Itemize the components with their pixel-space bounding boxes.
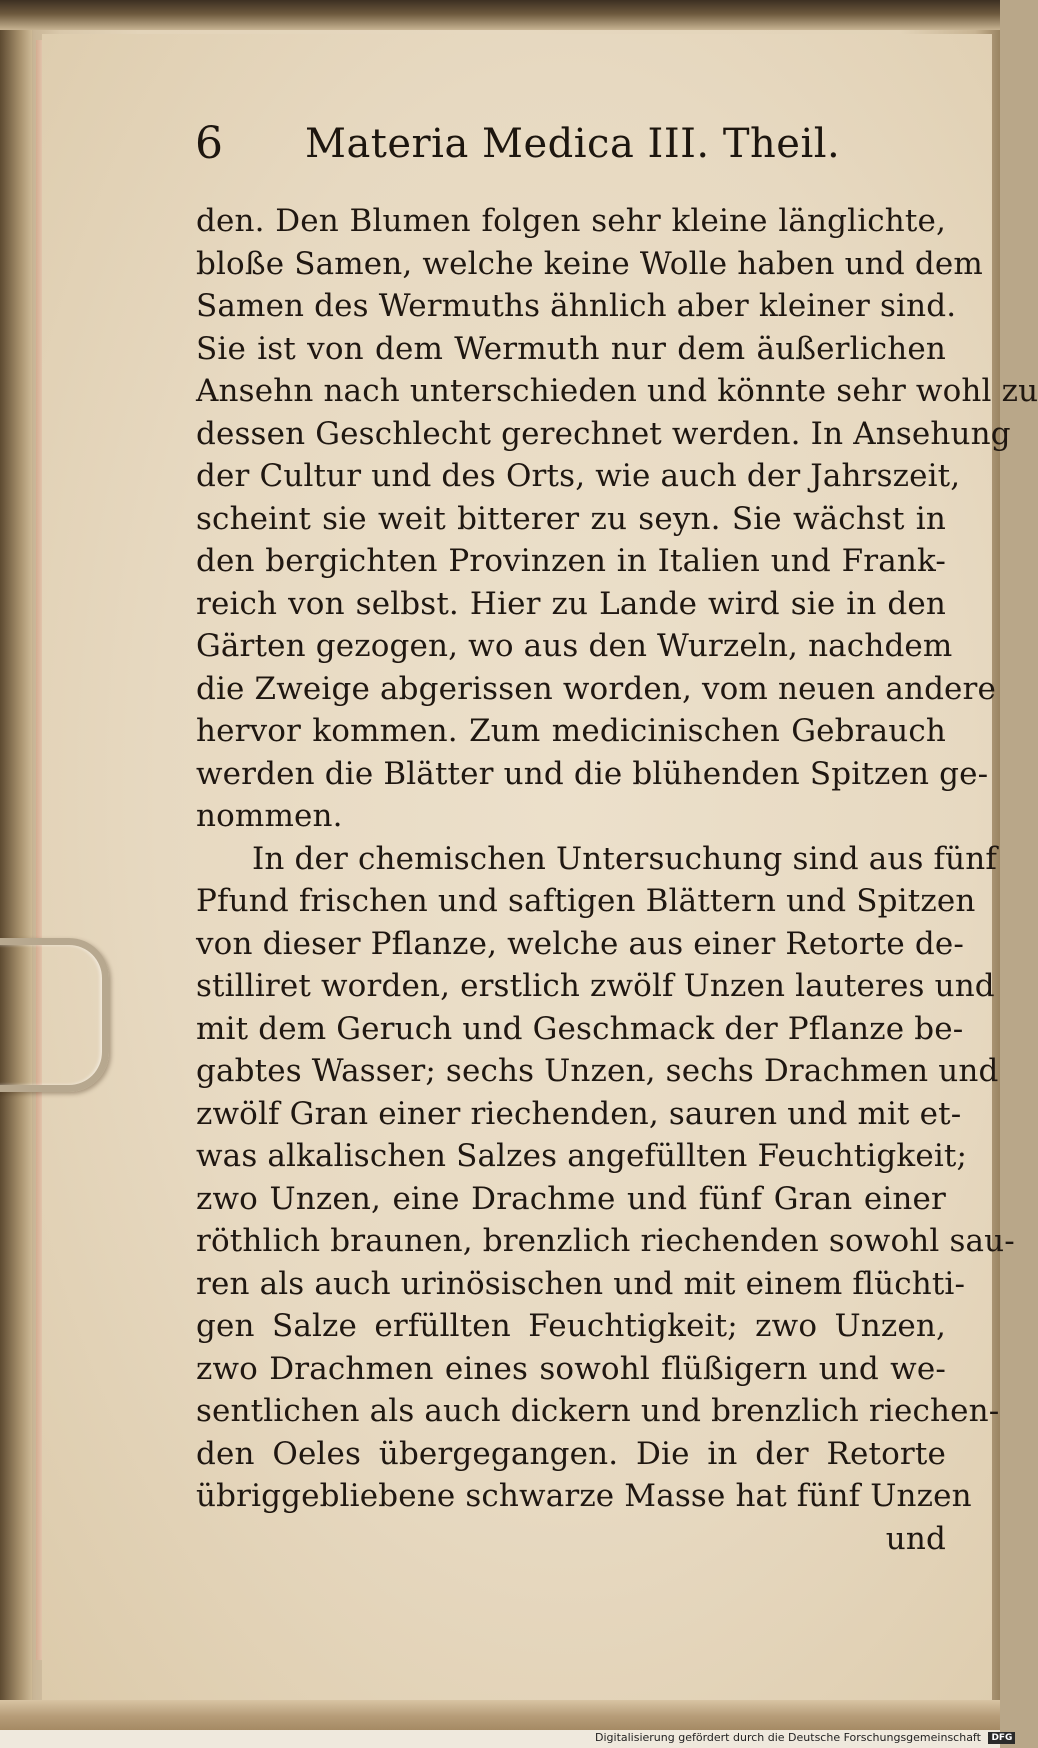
text-line: Sie ist von dem Wermuth nur dem äußerlichen [196, 330, 946, 367]
page-header [195, 108, 955, 178]
dfg-logo: DFG [988, 1732, 1015, 1744]
text-line: den bergichten Provinzen in Italien und Frank- [196, 543, 946, 579]
footer-credit: Digitalisierung gefördert durch die Deutsche Forschungsgemeinschaft [595, 1731, 981, 1744]
text-line: werden die Blätter und die blühenden Spitzen ge- [196, 755, 989, 792]
text-line: gen Salze erfüllten Feuchtigkeit; zwo Unzen, [196, 1308, 946, 1344]
text-line: scheint sie weit bitterer zu seyn. Sie wächst in [196, 500, 946, 537]
text-line: von dieser Pflanze, welche aus einer Retorte de- [196, 925, 965, 962]
text-line: zwölf Gran einer riechenden, sauren und mit et- [196, 1095, 962, 1132]
text-line: dessen Geschlecht gerechnet werden. In Ansehung [196, 415, 1011, 452]
text-line: hervor kommen. Zum medicinischen Gebrauch [196, 713, 946, 749]
text-line: die Zweige abgerissen worden, vom neuen andere [196, 670, 997, 707]
text-line: reich von selbst. Hier zu Lande wird sie in den [196, 585, 946, 622]
text-line: nommen. [196, 798, 343, 834]
text-line: Pfund frischen und saftigen Blättern und Spitzen [196, 883, 976, 919]
catchword: und [885, 1520, 946, 1557]
red-page-edge [36, 40, 42, 1660]
text-line: ren als auch urinösischen und mit einem flüchti- [196, 1265, 966, 1302]
text-line: Ansehn nach unterschieden und könnte sehr wohl zu [196, 373, 1038, 409]
page-number: 6 [195, 118, 223, 169]
text-line: zwo Drachmen eines sowohl flüßigern und we- [196, 1350, 946, 1387]
text-line: den Oeles übergegangen. Die in der Retorte [196, 1435, 946, 1472]
text-line: mit dem Geruch und Geschmack der Pflanze be- [196, 1010, 964, 1047]
text-line: Gärten gezogen, wo aus den Wurzeln, nachdem [196, 628, 953, 664]
page-clip [0, 938, 109, 1092]
text-line: zwo Unzen, eine Drachme und fünf Gran einer [196, 1180, 946, 1217]
running-title: Materia Medica III. Theil. [305, 121, 841, 167]
text-line: bloße Samen, welche keine Wolle haben und dem [196, 245, 983, 282]
text-line: In der chemischen Untersuchung sind aus fünf [252, 840, 998, 877]
text-line: sentlichen als auch dickern und brenzlich riechen- [196, 1393, 1000, 1429]
text-line: übriggebliebene schwarze Masse hat fünf Unzen [196, 1478, 972, 1514]
text-line: Samen des Wermuths ähnlich aber kleiner sind. [196, 288, 957, 324]
text-line: gabtes Wasser; sechs Unzen, sechs Drachmen und [196, 1053, 999, 1089]
text-line: was alkalischen Salzes angefüllten Feuchtigkeit; [196, 1138, 968, 1174]
text-line: der Cultur und des Orts, wie auch der Jahrszeit, [196, 458, 961, 494]
text-line: stilliret worden, erstlich zwölf Unzen lauteres und [196, 968, 995, 1004]
top-book-edge [0, 0, 1000, 30]
body-text [196, 200, 1038, 1560]
text-line: röthlich braunen, brenzlich riechenden sowohl sau- [196, 1223, 1015, 1259]
text-line: den. Den Blumen folgen sehr kleine länglichte, [196, 203, 946, 239]
digitization-footer [595, 1730, 1013, 1746]
book-spine-edge [0, 30, 32, 1730]
